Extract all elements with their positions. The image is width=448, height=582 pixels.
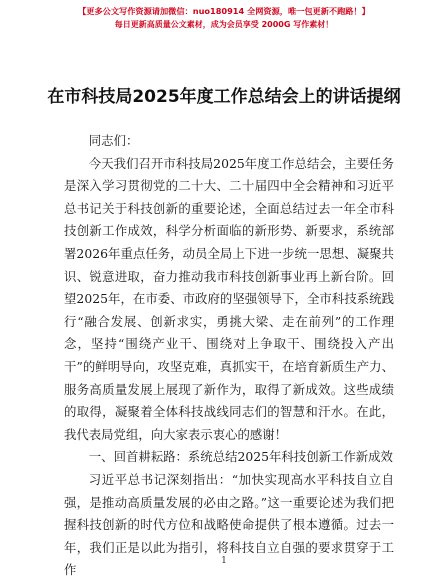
paragraph-intro: 今天我们召开市科技局2025年度工作总结会，主要任务是深入学习贯彻党的二十大、二十届四中全会精神和习近平总书记关于科技创新的重要论述，全面总结过去一年全市科技创新工作成效，科学分析面临的新形势、新要求，系统部署2026年重点任务，动员全局上下进一步统一思想、凝聚共识、锐意进取，奋力推动我市科技创新事业再上新台阶。回望2025年，在市委、市政府的坚强领导下，全市科技系统践行“融合发展、创新求实，勇挑大梁、走在前列”的工作理念，坚持“围绕产业干、围绕对上争取干、围绕投入产出干”的鲜明导向，攻坚克难，真抓实干，在培育新质生产力、服务高质量发展上展现了新作为，取得了新成效。这些成绩的取得，凝聚着全体科技战线同志们的智慧和汗水。在此，我代表局党组，向大家表示衷心的感谢！ [64,155,394,442]
document-title: 在市科技局2025年度工作总结会上的讲话提纲 [47,87,401,107]
promo-line-2: 每日更新高质量公文素材，成为会员享受 2000G 写作素材！ [114,20,334,29]
section-heading-1: 一、回首耕耘路：系统总结2025年科技创新工作新成效 [88,449,393,465]
page-number: 1 [221,556,227,566]
paragraph-section-1: 习近平总书记深刻指出：“加快实现高水平科技自立自强，是推动高质量发展的必由之路。”这一重要论述为我们把握科技创新的时代方位和战略使命提供了根本遵循。过去一年，我们正是以此为指引，将科技自立自强的要求贯穿于工作 [64,471,394,578]
document-body [64,130,394,582]
promo-line-1: 【更多公文写作资源请加微信：nuo180914 全网资源，唯一包更新不跑路！】 [78,6,370,16]
greeting: 同志们： [88,133,139,148]
promo-banner [0,6,448,30]
